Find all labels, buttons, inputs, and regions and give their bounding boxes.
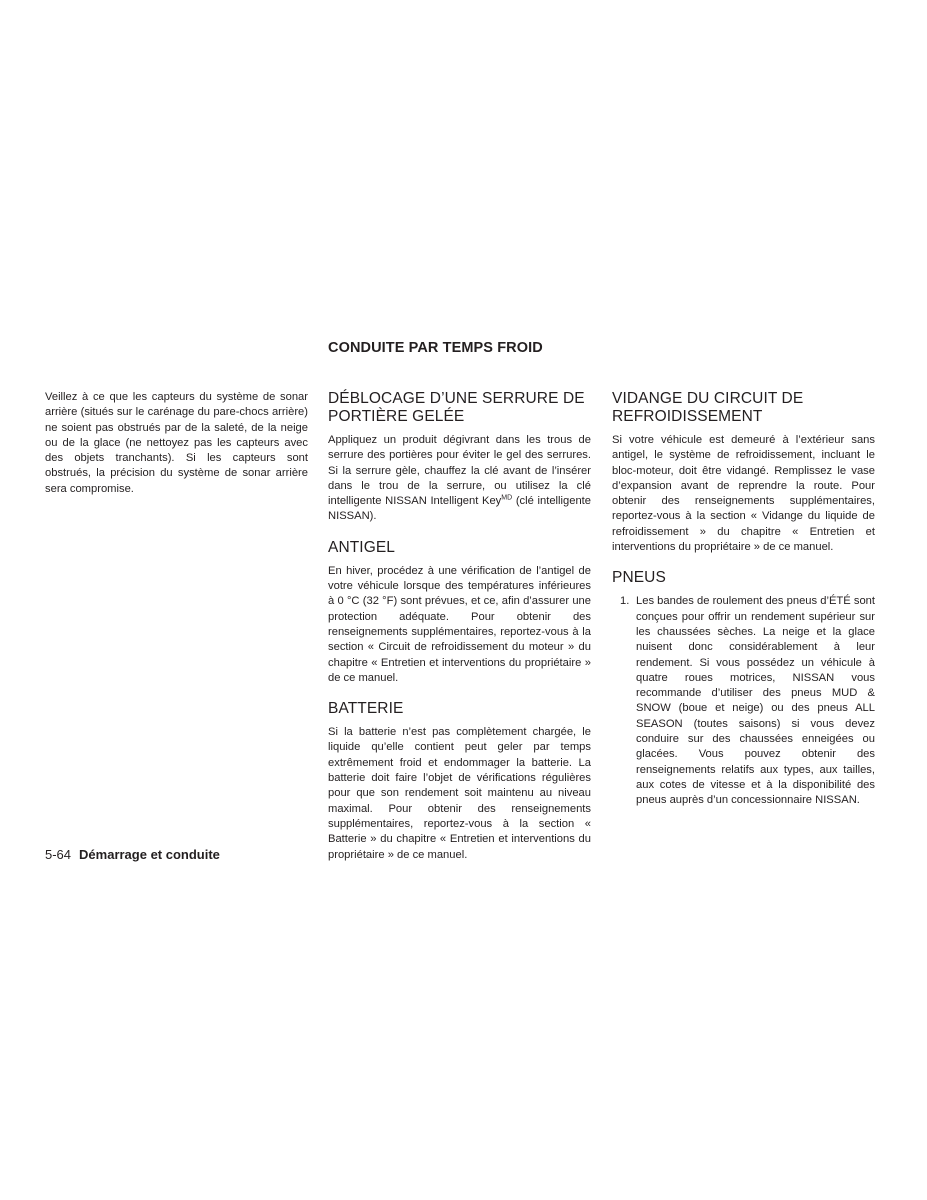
batterie-paragraph: Si la batterie n’est pas complètement chargée, le liquide qu’elle contient peut geler par temps extrêmement froid et endommager la batterie. La batterie doit faire l’objet de vérifications régulières pour que son rendement soit maintenu au niveau maximal. Pour obtenir des renseignements supplémentaires, reportez-vous à la section « Batterie » du chapitre « Entretien et interventions du propriétaire » de ce manuel. [328,726,591,861]
vidange-paragraph: Si votre véhicule est demeuré à l’extérieur sans antigel, le système de refroidissement, incluant le bloc-moteur, doit être vidangé. Remplissez le vase d’expansion avant de reprendre la route. Pour obtenir des renseignements supplémentaires, reportez-vous à la section « Vidange du liquide de refroidissement » du chapitre « Entretien et interventions du propriétaire » de ce manuel. [612,434,875,554]
chapter-title: CONDUITE PAR TEMPS FROID [328,340,543,356]
section-heading-batterie: BATTERIE [328,700,404,718]
section-heading-pneus: PNEUS [612,569,666,587]
list-item-text: Les bandes de roulement des pneus d’ÉTÉ sont conçues pour offrir un rendement supérieur sur les chaussées sèches. La neige et la glace nuisent donc considérablement à leur rendement. Si vous possédez un véhicule à quatre roues motrices, NISSAN vous recommande d’utiliser des pneus MUD & SNOW (boue et neige) ou des pneus ALL SEASON (toutes saisons) si vous devez conduire sur des chaussées enneigées ou glacées. Vous pouvez obtenir des renseignements relatifs aux types, aux tailles, aux cotes de vitesse et à la disponibilité des pneus auprès d’un concessionnaire NISSAN. [636,595,875,807]
footer-chapter-title: Démarrage et conduite [79,847,220,862]
pneus-list [612,594,875,808]
list-item-number: 1. [620,595,630,608]
section-vidange [612,390,875,555]
antigel-paragraph: En hiver, procédez à une vérification de l’antigel de votre véhicule lorsque des températures inférieures à 0 °C (32 °F) sont prévues, et ce, afin d’assurer une protection adéquate. Pour obtenir des renseignements supplémentaires, reportez-vous à la section « Circuit de refroidissement du moteur » du chapitre « Entretien et interventions du propriétaire » de ce manuel. [328,564,591,684]
section-antigel [328,539,591,686]
section-deblocage [328,390,591,525]
deblocage-text-after: (clé intelligente NISSAN). [328,495,591,523]
section-heading-antigel: ANTIGEL [328,538,396,556]
section-heading-deblocage: DÉBLOCAGE D’UNE SERRURE DE PORTIÈRE GELÉE [328,390,585,425]
deblocage-paragraph [328,433,591,525]
section-heading-vidange: VIDANGE DU CIRCUIT DE REFROIDISSEMENT [612,390,804,425]
page-footer [45,847,220,862]
column-middle [328,390,591,863]
section-batterie [328,700,591,863]
deblocage-text-before: Appliquez un produit dégivrant dans les trous de serrure des portières pour éviter le gel des serrures. Si la serrure gèle, chauffez la clé avant de l’insérer dans le trou de la serrure, ou utilisez la clé intelligente NISSAN Intelligent Key [328,434,591,508]
column-right [612,390,875,809]
column-left [45,390,308,497]
trademark-superscript: MD [501,494,513,502]
list-item [612,594,875,808]
sonar-paragraph: Veillez à ce que les capteurs du système de sonar arrière (situés sur le carénage du pare-chocs arrière) ne soient pas obstrués par de la saleté, de la neige ou de la glace (ne nettoyez pas les capteurs avec des objets tranchants). Si les capteurs sont obstrués, la précision du système de sonar arrière sera compromise. [45,391,308,495]
section-pneus [612,569,875,808]
page-number: 5-64 [45,847,72,862]
